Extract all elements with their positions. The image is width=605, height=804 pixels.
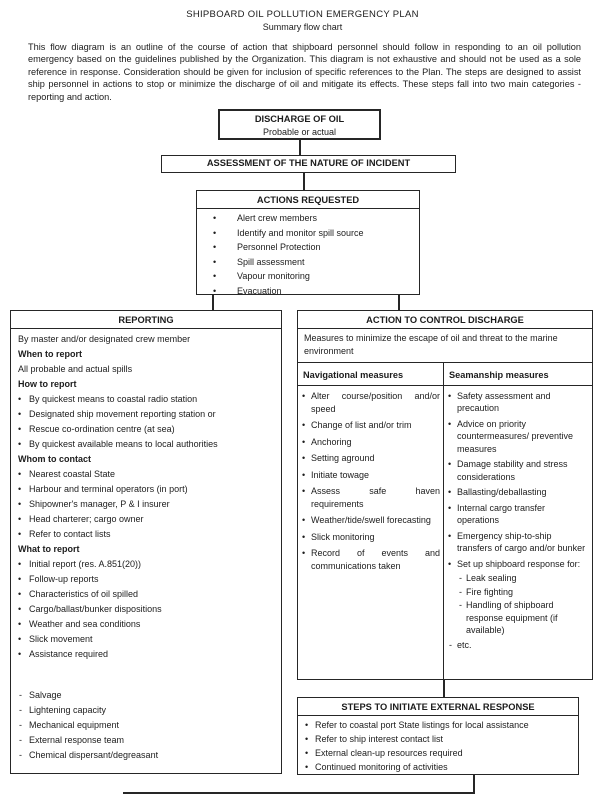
seamanship-measure-item: • Advice on priority countermeasures/ preventive measures: [444, 416, 592, 457]
reporting-item: • Slick movement: [11, 631, 281, 646]
reporting-item: • Follow-up reports: [11, 571, 281, 586]
action-to-control-discharge-box: [297, 310, 593, 680]
navigational-measure-item: • Record of events and communications taken: [298, 545, 443, 574]
reporting-item: • By quickest means to coastal radio station: [11, 391, 281, 406]
actions-requested-box: [196, 190, 420, 295]
reporting-item: • Weather and sea conditions: [11, 616, 281, 631]
reporting-item: • Rescue co-ordination centre (at sea): [11, 421, 281, 436]
reporting-item: • Refer to contact lists: [11, 526, 281, 541]
reporting-item: - Mechanical equipment: [11, 717, 281, 732]
seamanship-measure-item: - Leak sealing: [444, 572, 592, 586]
navigational-measure-item: • Weather/tide/swell forecasting: [298, 512, 443, 529]
reporting-item: • Assistance required: [11, 646, 281, 661]
external-response-item: • External clean-up resources required: [298, 746, 578, 760]
navigational-measures-header: Navigational measures: [298, 363, 444, 385]
discharge-subtitle: Probable or actual: [262, 127, 337, 137]
reporting-item: • Shipowner's manager, P & I insurer: [11, 496, 281, 511]
navigational-measure-item: • Initiate towage: [298, 467, 443, 484]
external-response-item: • Refer to ship interest contact list: [298, 732, 578, 746]
reporting-item: - External response team: [11, 732, 281, 747]
external-response-item: • Refer to coastal port State listings for local assistance: [298, 718, 578, 732]
connector-bottom-horizontal: [123, 792, 475, 794]
connector-actions-actioncontrol: [398, 294, 400, 311]
navigational-measures-list: [298, 386, 444, 679]
seamanship-measures-header: Seamanship measures: [449, 370, 549, 380]
reporting-item: Whom to contact: [18, 453, 91, 464]
seamanship-measure-item: • Internal cargo transfer operations: [444, 500, 592, 528]
reporting-list: [11, 329, 281, 762]
navigational-measure-item: • Assess safe haven requirements: [298, 483, 443, 512]
assessment-title: ASSESSMENT OF THE NATURE OF INCIDENT: [206, 158, 411, 168]
actions-requested-item: • Personnel Protection: [197, 240, 419, 255]
discharge-of-oil-box: [218, 109, 381, 140]
reporting-title: REPORTING: [11, 311, 281, 329]
navigational-measure-item: • Change of list and/or trim: [298, 417, 443, 434]
connector-actioncontrol-steps: [443, 679, 445, 698]
seamanship-measure-item: • Set up shipboard response for:: [444, 556, 592, 572]
seamanship-measure-item: • Emergency ship-to-ship transfers of cargo and/or bunker: [444, 528, 592, 556]
external-response-title: STEPS TO INITIATE EXTERNAL RESPONSE: [298, 698, 578, 716]
external-response-list: [298, 716, 578, 774]
connector-discharge-assessment: [299, 139, 301, 156]
assessment-box: [161, 155, 456, 173]
reporting-item: • Characteristics of oil spilled: [11, 586, 281, 601]
reporting-item: • Initial report (res. A.851(20)): [11, 556, 281, 571]
measure-column-headers: [298, 363, 592, 386]
page-subtitle: Summary flow chart: [262, 22, 343, 32]
reporting-item: All probable and actual spills: [18, 363, 133, 374]
actions-requested-title: ACTIONS REQUESTED: [197, 191, 419, 209]
actions-requested-item: • Evacuation: [197, 284, 419, 299]
seamanship-measure-item: - Fire fighting: [444, 585, 592, 599]
reporting-item: When to report: [18, 348, 82, 359]
connector-actions-reporting: [212, 294, 214, 311]
seamanship-measure-item: • Safety assessment and precaution: [444, 388, 592, 416]
seamanship-measure-item: - etc.: [444, 637, 592, 653]
navigational-measure-item: • Anchoring: [298, 434, 443, 451]
reporting-item: - Salvage: [11, 687, 281, 702]
navigational-measure-item: • Setting aground: [298, 450, 443, 467]
seamanship-measure-item: - Handling of shipboard response equipment (if available): [444, 599, 592, 638]
connector-assessment-actions: [303, 172, 305, 191]
actions-requested-item: • Alert crew members: [197, 211, 419, 226]
seamanship-measure-item: • Ballasting/deballasting: [444, 485, 592, 501]
reporting-item: - Chemical dispersant/degreasant: [11, 747, 281, 762]
connector-steps-down: [473, 774, 475, 793]
page-title: SHIPBOARD OIL POLLUTION EMERGENCY PLAN: [186, 9, 419, 20]
discharge-title: DISCHARGE OF OIL: [254, 114, 345, 124]
reporting-item: • Head charterer; cargo owner: [11, 511, 281, 526]
navigational-measure-item: • Slick monitoring: [298, 529, 443, 546]
reporting-item: • Nearest coastal State: [11, 466, 281, 481]
seamanship-measures-list: [444, 386, 592, 679]
reporting-item: What to report: [18, 543, 80, 554]
reporting-item: • Designated ship movement reporting station or: [11, 406, 281, 421]
seamanship-measure-item: • Damage stability and stress considerations: [444, 457, 592, 485]
actions-requested-item: • Vapour monitoring: [197, 269, 419, 284]
reporting-item: By master and/or designated crew member: [18, 333, 191, 344]
reporting-item: [11, 661, 281, 687]
reporting-box: [10, 310, 282, 774]
actions-requested-item: • Identify and monitor spill source: [197, 226, 419, 241]
navigational-measure-item: • Alter course/position and/or speed: [298, 388, 443, 417]
action-control-title: ACTION TO CONTROL DISCHARGE: [298, 311, 592, 329]
actions-requested-item: • Spill assessment: [197, 255, 419, 270]
external-response-item: • Continued monitoring of activities: [298, 760, 578, 774]
measure-columns: [298, 386, 592, 679]
reporting-item: - Lightening capacity: [11, 702, 281, 717]
external-response-box: [297, 697, 579, 775]
reporting-item: • Harbour and terminal operators (in port): [11, 481, 281, 496]
action-control-intro: Measures to minimize the escape of oil and threat to the marine environment: [298, 329, 592, 363]
intro-paragraph: This flow diagram is an outline of the course of action that shipboard personnel should follow in responding to an oil pollution emergency based on the guidelines published by the Organization. This diagram is not exhaustive and should not be used as a sole reference in response. Consideration should be given for inclusion of specific references to the Plan. The steps are designed to assist ship personnel in actions to stop or minimize the discharge of oil and mitigate its effects. These steps fall into two main categories - reporting and action.: [28, 42, 581, 102]
reporting-item: • Cargo/ballast/bunker dispositions: [11, 601, 281, 616]
reporting-item: How to report: [18, 378, 77, 389]
reporting-item: • By quickest available means to local authorities: [11, 436, 281, 451]
actions-requested-list: [197, 209, 419, 298]
